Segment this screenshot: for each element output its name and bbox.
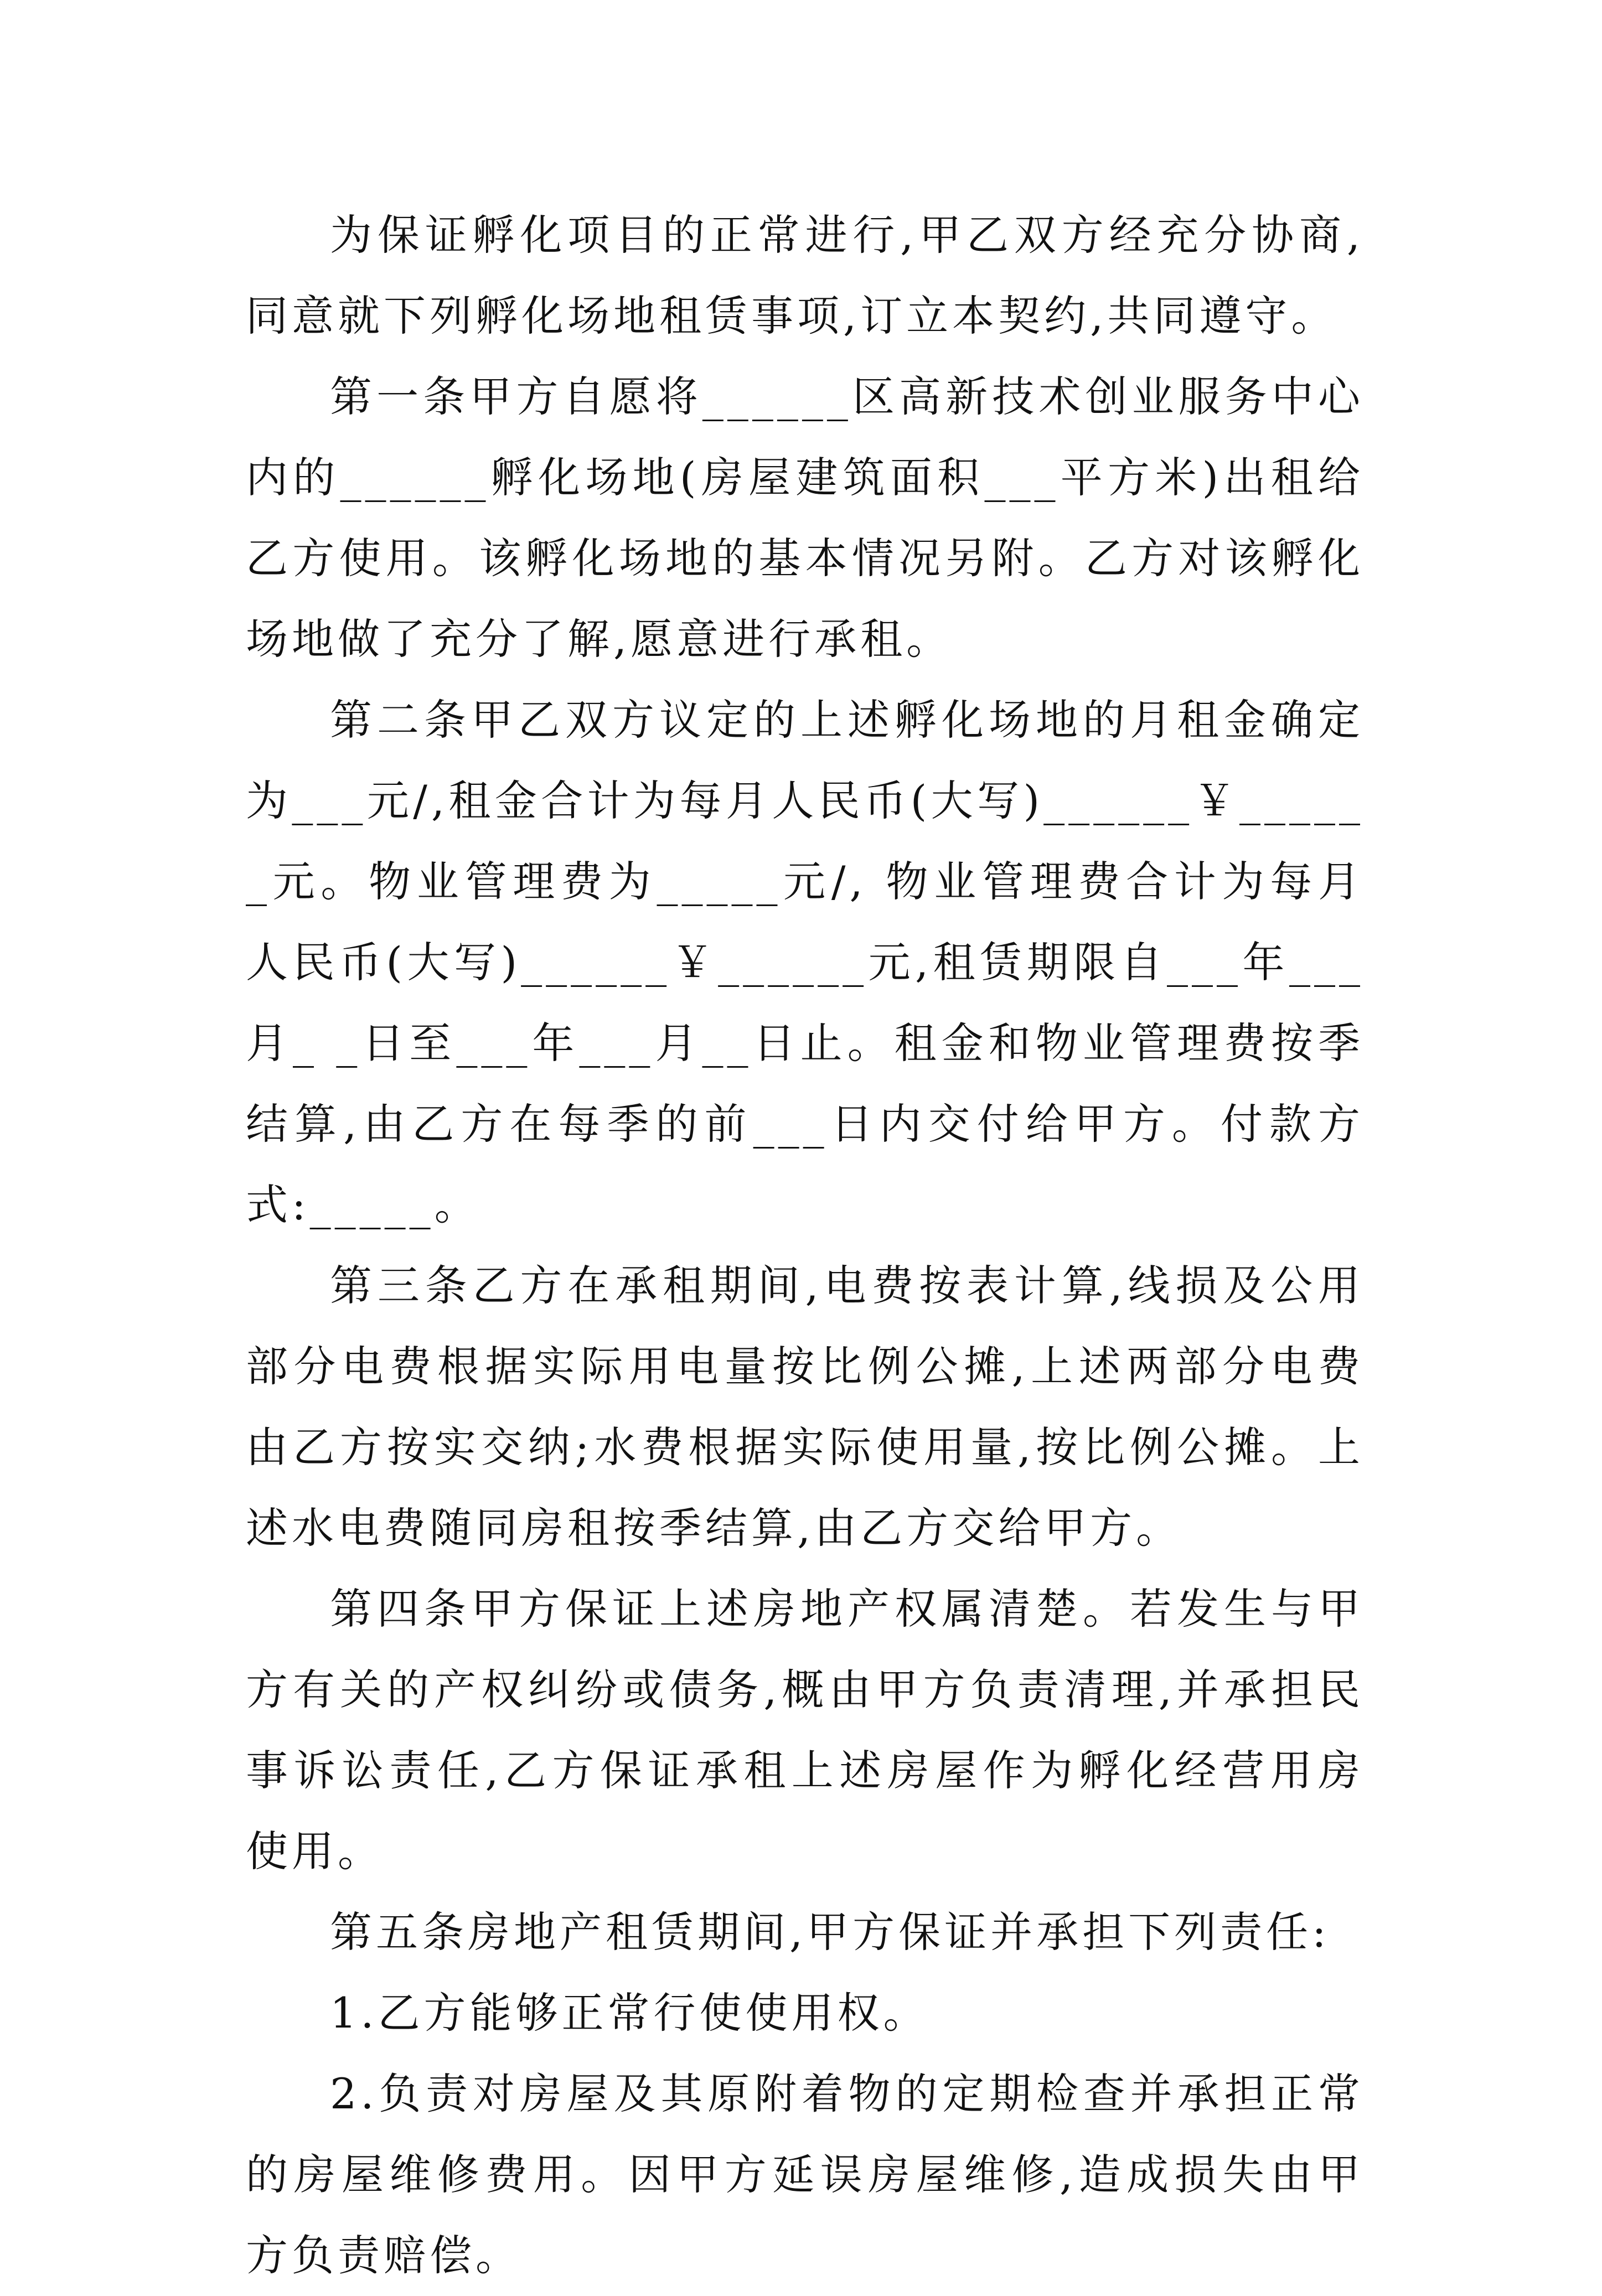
paragraph-article-4: 第四条甲方保证上述房地产权属清楚。若发生与甲方有关的产权纠纷或债务,概由甲方负责清理,并承担民事诉讼责任,乙方保证承租上述房屋作为孵化经营用房使用。 — [246, 1584, 1364, 1876]
paragraph-intro: 为保证孵化项目的正常进行,甲乙双方经充分协商,同意就下列孵化场地租赁事项,订立本契约,共同遵守。 — [246, 210, 1364, 340]
paragraph-item-1: 1.乙方能够正常行使使用权。 — [330, 1988, 929, 2038]
paragraph-article-2: 第二条甲乙双方议定的上述孵化场地的月租金确定为___元/,租金合计为每月人民币(大写)______￥______元。物业管理费为_____元/, 物业管理费合计为每月人民币(大写)______￥______元,租赁期限自___年___月_ _日至___年___月__日止。租金和物业管理费按季结算,由乙方在每季的前___日内交付给甲方。付款方式:_____。 — [246, 695, 1364, 1229]
paragraph-article-3: 第三条乙方在承租期间,电费按表计算,线损及公用部分电费根据实际用电量按比例公摊,上述两部分电费由乙方按实交纳;水费根据实际使用量,按比例公摊。上述水电费随同房租按季结算,由乙方交给甲方。 — [246, 1261, 1364, 1553]
paragraph-article-5: 第五条房地产租赁期间,甲方保证并承担下列责任: — [330, 1907, 1330, 1957]
paragraph-item-2: 2.负责对房屋及其原附着物的定期检查并承担正常的房屋维修费用。因甲方延误房屋维修,造成损失由甲方负责赔偿。 — [246, 2069, 1364, 2280]
paragraph-article-1: 第一条甲方自愿将______区高新技术创业服务中心内的______孵化场地(房屋建筑面积___平方米)出租给乙方使用。该孵化场地的基本情况另附。乙方对该孵化场地做了充分了解,愿意进行承租。 — [246, 372, 1364, 664]
document-body — [246, 195, 1364, 2296]
